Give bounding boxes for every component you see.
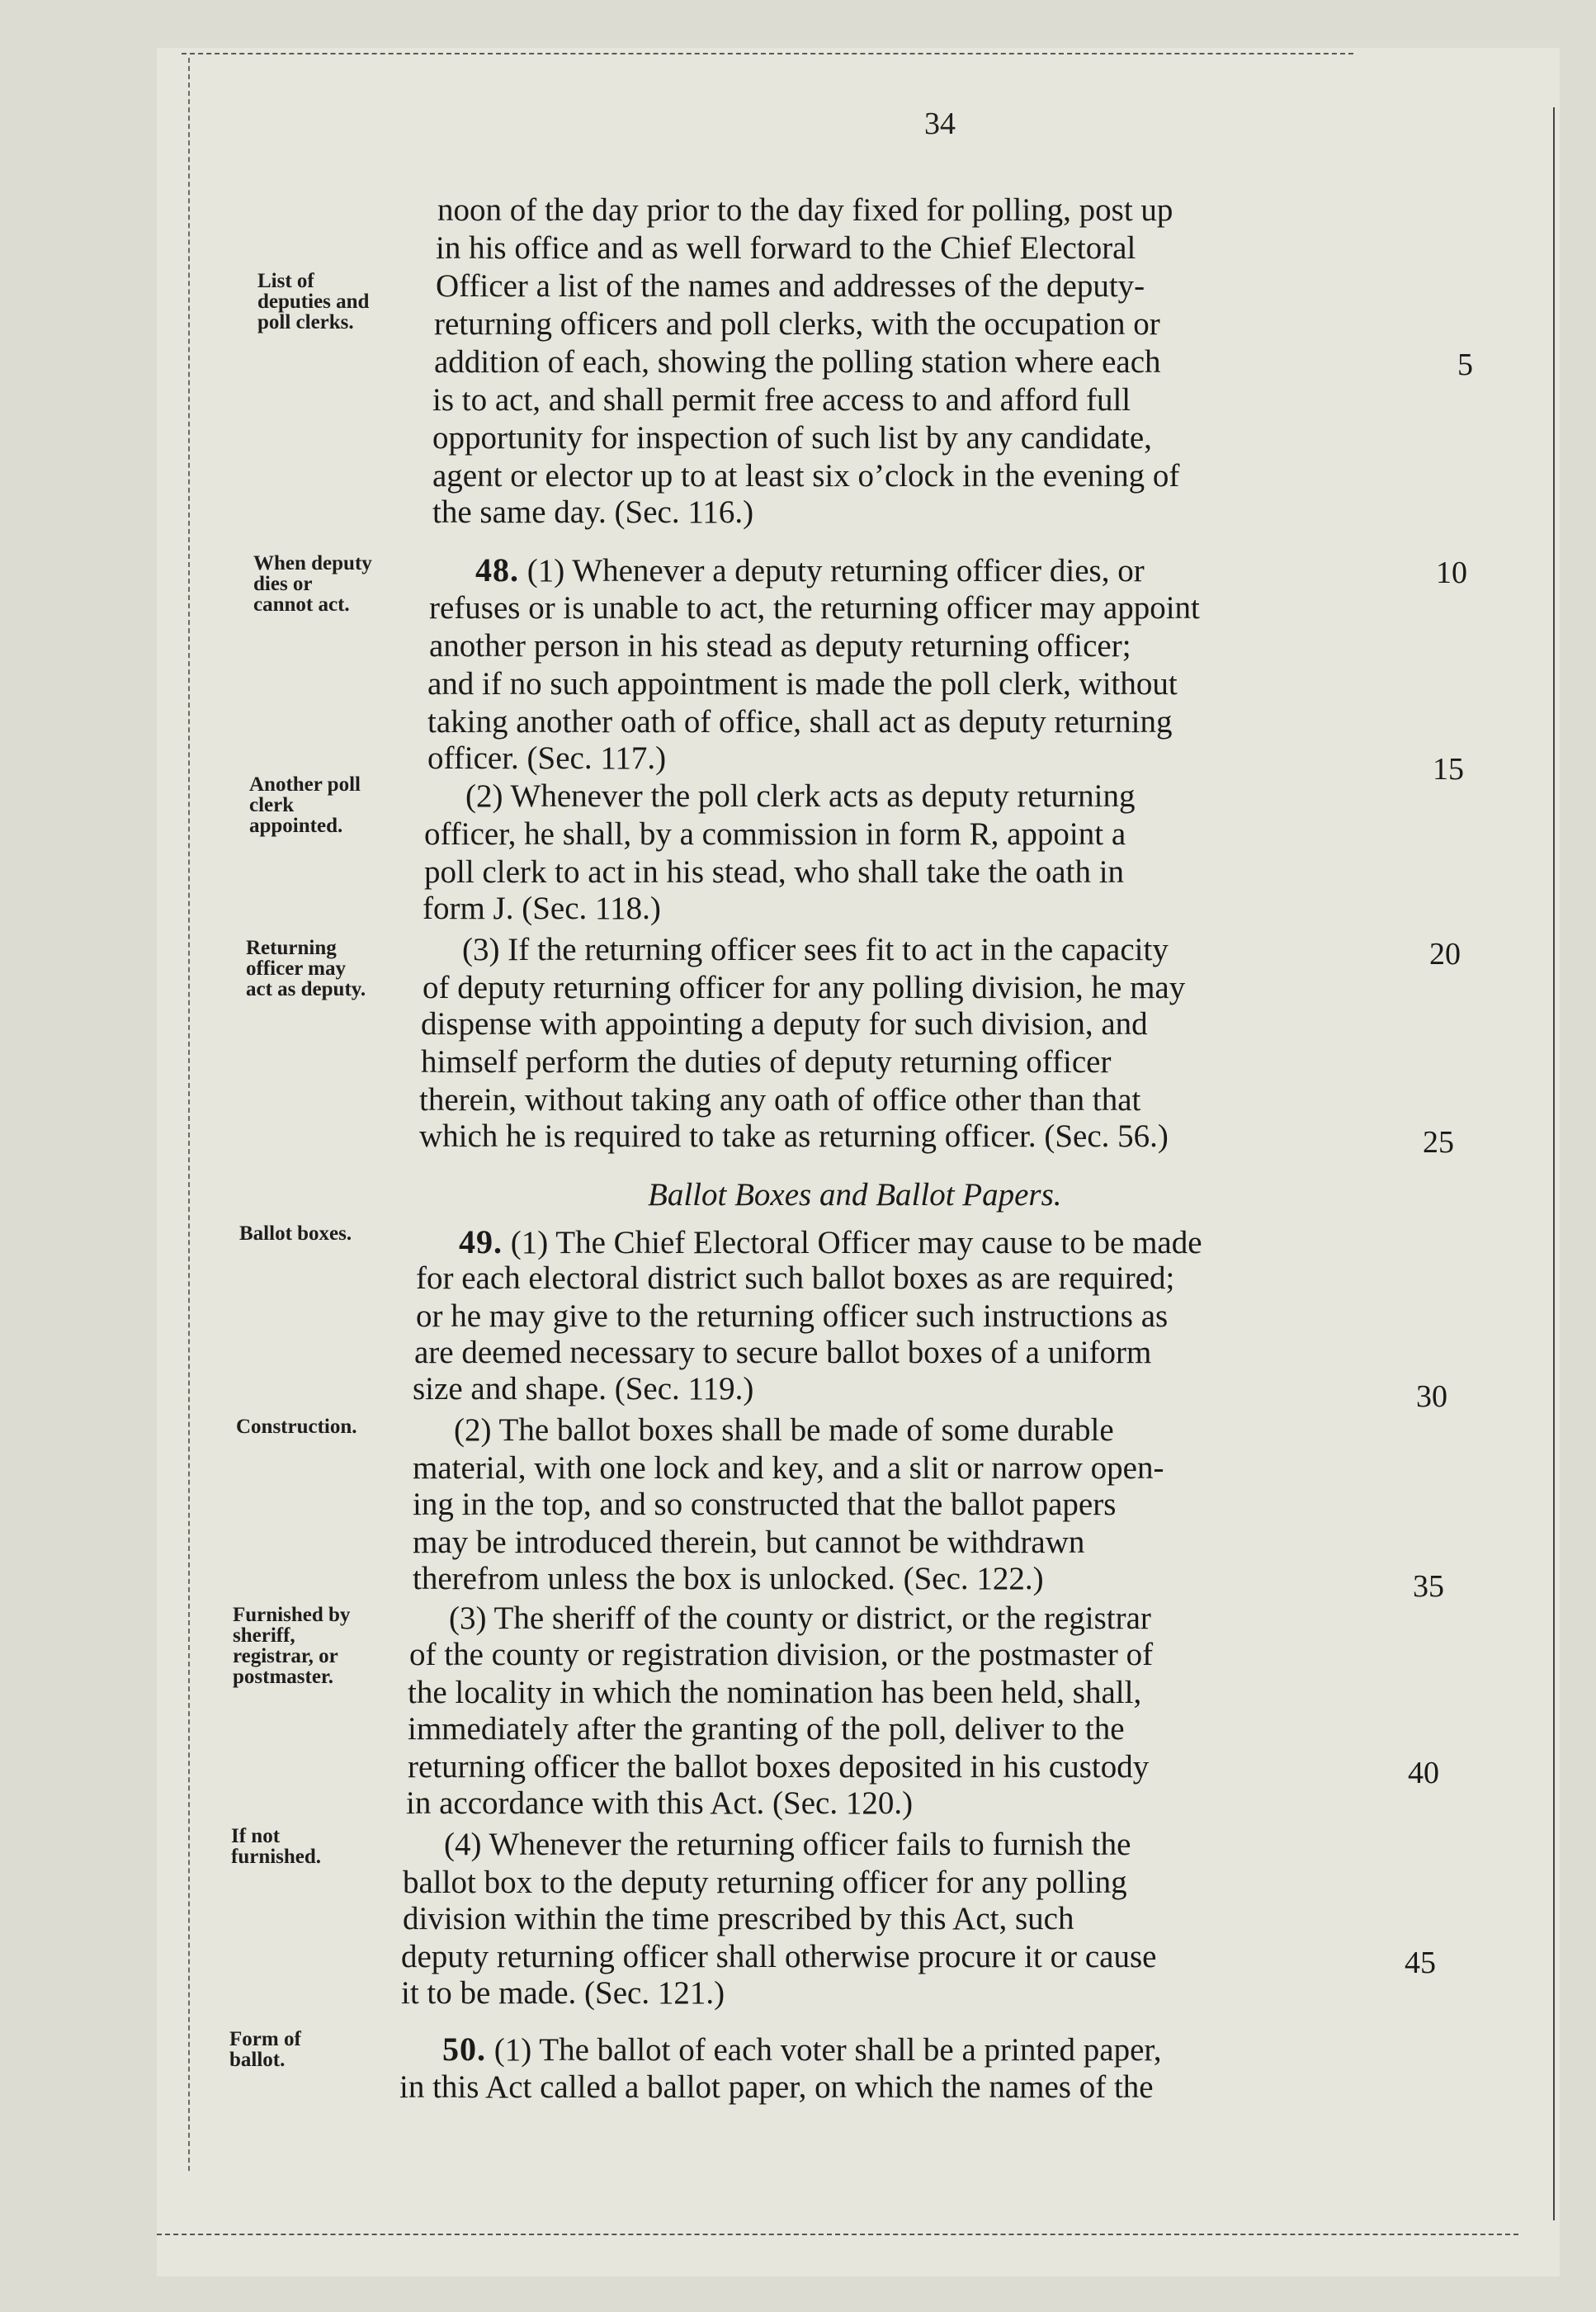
text-line-section-49: 49. (1) The Chief Electoral Officer may cause to be made [459, 1223, 1202, 1260]
text-line-section-50: 50. (1) The ballot of each voter shall be a printed paper, [442, 2031, 1162, 2068]
text-line: in his office and as well forward to the Chief Electoral [436, 230, 1136, 266]
text-line: in accordance with this Act. (Sec. 120.) [406, 1785, 914, 1821]
line-number: 15 [1433, 752, 1464, 787]
margin-note-construction: Construction. [236, 1416, 357, 1438]
margin-note-another-poll-clerk: Another poll clerk appointed. [249, 773, 361, 837]
page-edge-left [188, 58, 190, 2171]
line-number: 45 [1405, 1946, 1436, 1980]
margin-note-ballot-boxes: Ballot boxes. [239, 1222, 352, 1245]
text-line: agent or elector up to at least six o’clock in the evening of [432, 458, 1180, 494]
text-line: (3) If the returning officer sees fit to act in the capacity [462, 932, 1169, 967]
text-line: another person in his stead as deputy returning officer; [429, 628, 1131, 664]
page-number: 34 [924, 106, 956, 141]
section-number-48: 48. [475, 551, 519, 589]
text-line: returning officers and poll clerks, with the occupation or [434, 306, 1160, 342]
text-line: poll clerk to act in his stead, who shall take the oath in [424, 854, 1125, 890]
page-edge-top [182, 53, 1353, 54]
text-line: therefrom unless the box is unlocked. (Sec. 122.) [413, 1561, 1044, 1596]
line-number: 10 [1436, 556, 1467, 590]
text-line: opportunity for inspection of such list by any candidate, [432, 420, 1152, 456]
text-line: material, with one lock and key, and a slit or narrow open- [413, 1450, 1164, 1486]
line-number: 30 [1416, 1379, 1447, 1414]
margin-note-list-of-deputies: List of deputies and poll clerks. [257, 270, 370, 333]
text-line: ballot box to the deputy returning officer for any polling [403, 1865, 1127, 1900]
text-line: returning officer the ballot boxes deposited in his custody [408, 1749, 1150, 1785]
text-line: addition of each, showing the polling station where each [434, 344, 1161, 380]
line-number: 5 [1457, 348, 1473, 382]
section-number-50: 50. [442, 2031, 486, 2068]
text-line: the same day. (Sec. 116.) [432, 494, 754, 530]
text-line: for each electoral district such ballot boxes as are required; [416, 1260, 1175, 1296]
text-line: of deputy returning officer for any polling division, he may [423, 970, 1186, 1005]
text-line: (4) Whenever the returning officer fails to furnish the [444, 1827, 1131, 1862]
text-line: noon of the day prior to the day fixed for polling, post up [437, 192, 1173, 228]
line-number: 25 [1423, 1125, 1454, 1160]
text-line: immediately after the granting of the poll, deliver to the [408, 1711, 1125, 1747]
text-line: Officer a list of the names and addresses of the deputy- [436, 268, 1145, 304]
text-line: of the county or registration division, or the postmaster of [409, 1637, 1154, 1672]
margin-note-deputy-dies: When deputy dies or cannot act. [253, 552, 372, 616]
text-line: is to act, and shall permit free access to and afford full [432, 382, 1131, 418]
text-line: (3) The sheriff of the county or district, or the registrar [449, 1600, 1151, 1636]
text-line: may be introduced therein, but cannot be withdrawn [413, 1525, 1085, 1560]
text-line: (2) Whenever the poll clerk acts as deputy returning [465, 778, 1136, 814]
section-heading: Ballot Boxes and Ballot Papers. [648, 1177, 1062, 1213]
text-line: therein, without taking any oath of office other than that [419, 1082, 1141, 1118]
text-line: the locality in which the nomination has been held, shall, [408, 1675, 1142, 1710]
text-line: (2) The ballot boxes shall be made of some durable [454, 1412, 1114, 1448]
text-line: size and shape. (Sec. 119.) [413, 1371, 754, 1407]
text-line: or he may give to the returning officer such instructions as [416, 1298, 1169, 1334]
line-number: 40 [1408, 1756, 1439, 1790]
text-line: taking another oath of office, shall act as deputy returning [427, 704, 1173, 740]
text-line-section-48: 48. (1) Whenever a deputy returning officer dies, or [475, 551, 1145, 589]
text-line: officer, he shall, by a commission in form R, appoint a [424, 816, 1126, 852]
line-number: 35 [1413, 1569, 1444, 1604]
text-line: and if no such appointment is made the poll clerk, without [427, 666, 1178, 702]
text-line: dispense with appointing a deputy for such division, and [421, 1006, 1148, 1042]
page-edge-bottom [157, 2234, 1518, 2235]
text-line: ing in the top, and so constructed that the ballot papers [413, 1487, 1117, 1522]
text-line: which he is required to take as returning officer. (Sec. 56.) [419, 1118, 1169, 1154]
text-line: refuses or is unable to act, the returning officer may appoint [429, 590, 1200, 626]
text-line: division within the time prescribed by this Act, such [403, 1901, 1074, 1936]
section-number-49: 49. [459, 1223, 503, 1260]
margin-note-furnished-by: Furnished by sheriff, registrar, or postmaster. [233, 1604, 351, 1688]
margin-note-if-not-furnished: If not furnished. [231, 1825, 322, 1868]
text-line: himself perform the duties of deputy returning officer [421, 1044, 1112, 1080]
text-line: are deemed necessary to secure ballot boxes of a uniform [414, 1335, 1152, 1370]
margin-note-form-of-ballot: Form of ballot. [229, 2028, 301, 2071]
text-line: it to be made. (Sec. 121.) [401, 1975, 725, 2011]
text-line: deputy returning officer shall otherwise procure it or cause [401, 1939, 1157, 1974]
margin-note-returning-officer-deputy: Returning officer may act as deputy. [246, 937, 366, 1000]
page-edge-right [1553, 107, 1555, 2220]
line-number: 20 [1429, 937, 1461, 972]
text-line: form J. (Sec. 118.) [423, 891, 661, 926]
text-line: officer. (Sec. 117.) [427, 740, 667, 776]
text-line: in this Act called a ballot paper, on which the names of the [399, 2069, 1154, 2105]
